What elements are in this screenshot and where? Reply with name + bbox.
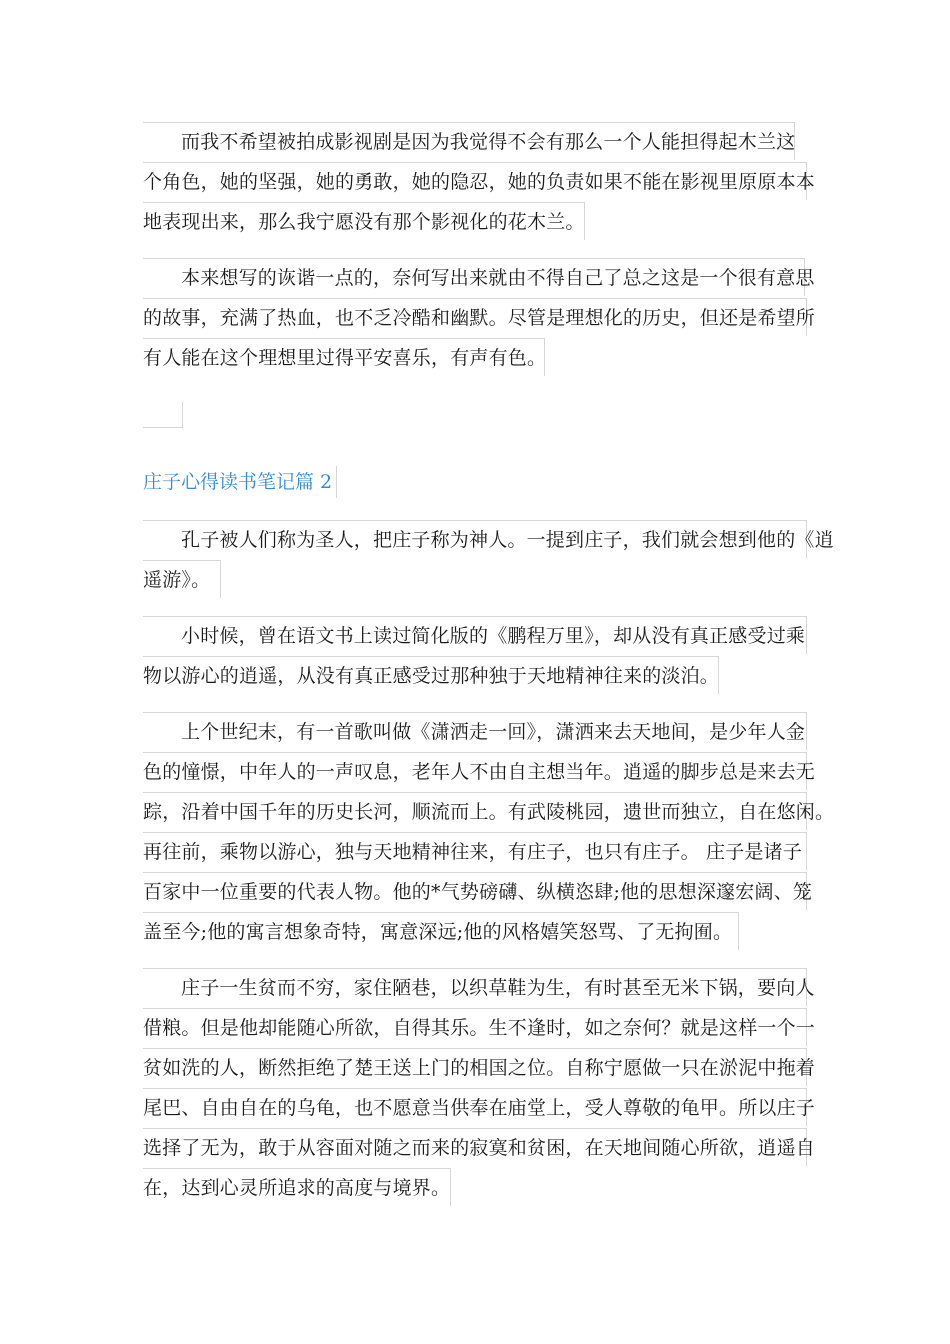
section-heading: 庄子心得读书笔记篇 2 (143, 466, 337, 498)
paragraph-1-line-1: 而我不希望被拍成影视剧是因为我觉得不会有那么一个人能担得起木兰这 (143, 122, 795, 160)
paragraph-6-line-4: 尾巴、自由自在的乌龟，也不愿意当供奉在庙堂上，受人尊敬的龟甲。所以庄子 (143, 1088, 807, 1126)
paragraph-3-line-1: 孔子被人们称为圣人，把庄子称为神人。一提到庄子，我们就会想到他的《逍 (143, 520, 807, 558)
paragraph-5-line-2: 色的憧憬，中年人的一声叹息，老年人不由自主想当年。逍遥的脚步总是来去无 (143, 752, 807, 790)
empty-placeholder-box (143, 402, 183, 428)
paragraph-6-line-2: 借粮。但是他却能随心所欲，自得其乐。生不逢时，如之奈何？就是这样一个一 (143, 1008, 807, 1046)
paragraph-6-line-3: 贫如洗的人，断然拒绝了楚王送上门的相国之位。自称宁愿做一只在淤泥中拖着 (143, 1048, 807, 1086)
paragraph-6-line-5: 选择了无为，敢于从容面对随之而来的寂寞和贫困，在天地间随心所欲，逍遥自 (143, 1128, 807, 1166)
paragraph-5-line-1: 上个世纪末，有一首歌叫做《潇洒走一回》，潇洒来去天地间，是少年人金 (143, 712, 807, 750)
paragraph-1-line-3: 地表现出来，那么我宁愿没有那个影视化的花木兰。 (143, 202, 585, 240)
paragraph-3-line-2: 遥游》。 (143, 560, 221, 598)
paragraph-1-line-2: 个角色，她的坚强，她的勇敢，她的隐忍，她的负责如果不能在影视里原原本本 (143, 162, 807, 200)
paragraph-2-line-3: 有人能在这个理想里过得平安喜乐，有声有色。 (143, 338, 545, 376)
paragraph-4-line-2: 物以游心的逍遥，从没有真正感受过那种独于天地精神往来的淡泊。 (143, 656, 719, 694)
paragraph-5-line-6: 盖至今;他的寓言想象奇特，寓意深远;他的风格嬉笑怒骂、了无拘囿。 (143, 912, 739, 950)
paragraph-5-line-4: 再往前，乘物以游心，独与天地精神往来，有庄子，也只有庄子。 庄子是诸子 (143, 832, 807, 870)
paragraph-2-line-1: 本来想写的诙谐一点的，奈何写出来就由不得自己了总之这是一个很有意思 (143, 258, 805, 296)
paragraph-6-line-1: 庄子一生贫而不穷，家住陋巷，以织草鞋为生，有时甚至无米下锅，要向人 (143, 968, 807, 1006)
paragraph-5-line-5: 百家中一位重要的代表人物。他的*气势磅礴、纵横恣肆;他的思想深邃宏阔、笼 (143, 872, 807, 910)
paragraph-2-line-2: 的故事，充满了热血，也不乏冷酷和幽默。尽管是理想化的历史，但还是希望所 (143, 298, 807, 336)
paragraph-4-line-1: 小时候，曾在语文书上读过简化版的《鹏程万里》，却从没有真正感受过乘 (143, 616, 807, 654)
paragraph-6-line-6: 在，达到心灵所追求的高度与境界。 (143, 1168, 451, 1206)
paragraph-5-line-3: 踪，沿着中国千年的历史长河，顺流而上。有武陵桃园，遗世而独立，自在悠闲。 (143, 792, 807, 830)
